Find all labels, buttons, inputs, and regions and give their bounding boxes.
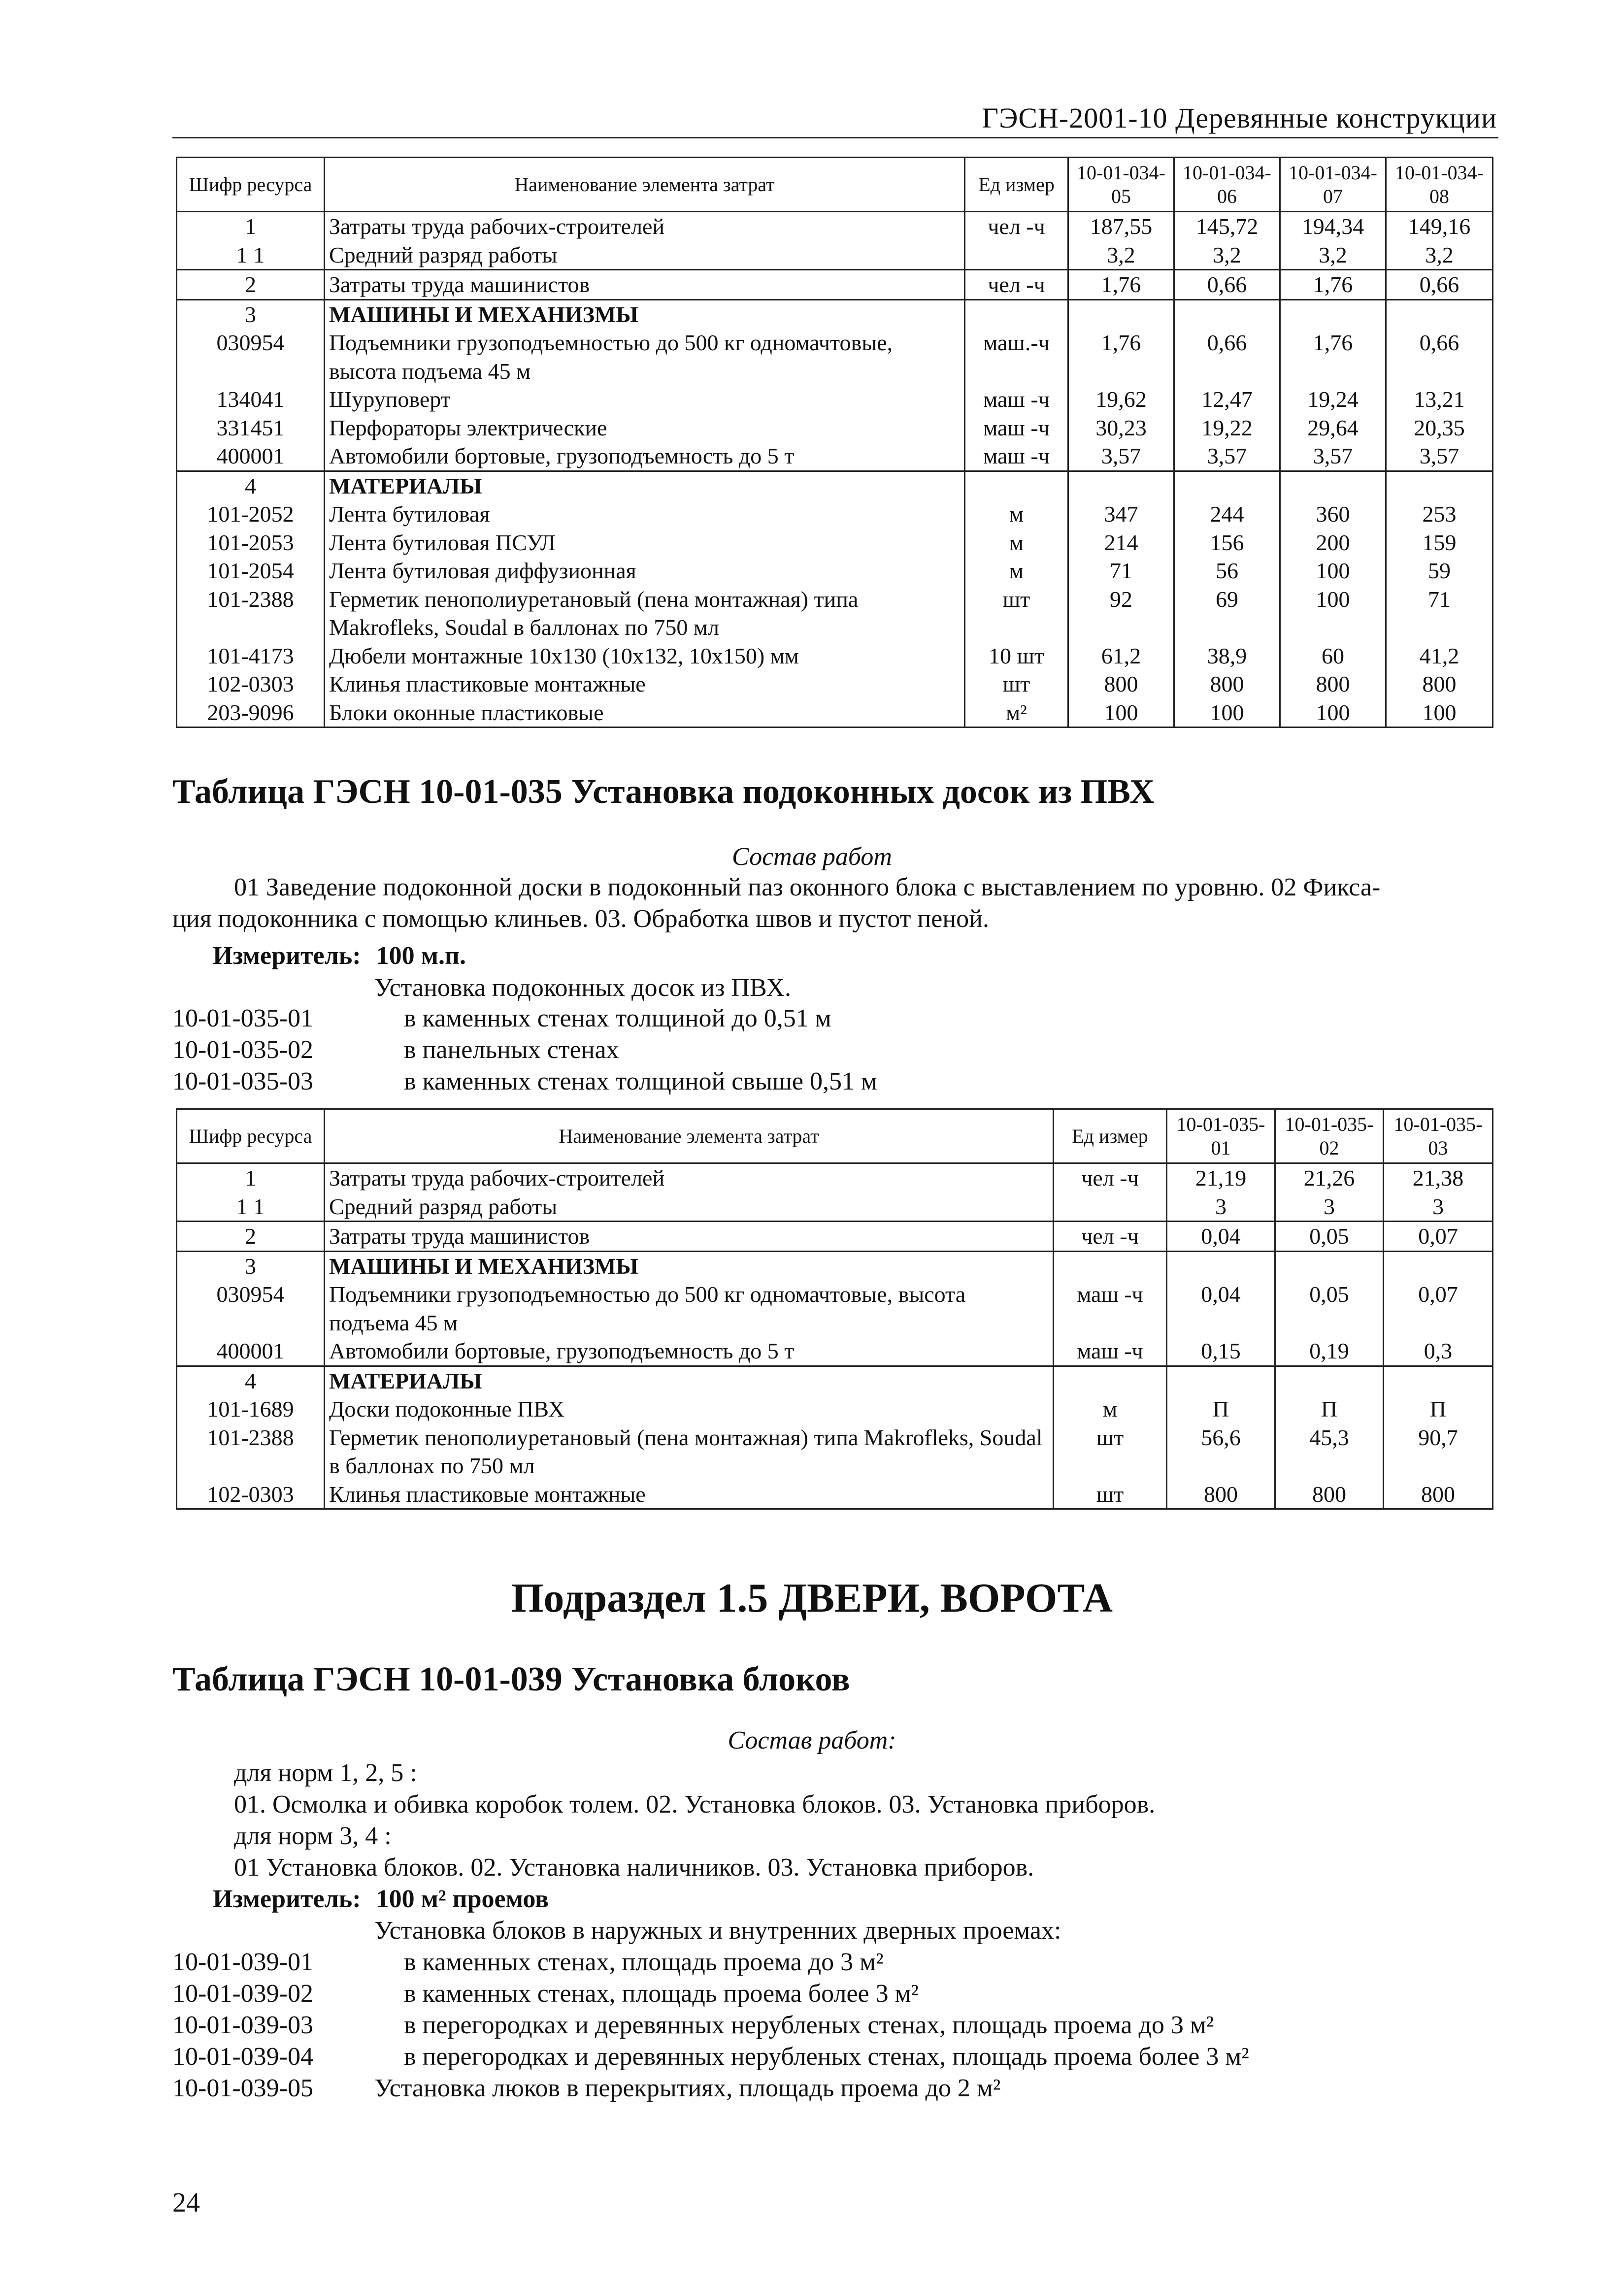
- cell-unit: м²: [965, 698, 1068, 728]
- cell-value: [1275, 1251, 1384, 1280]
- column-header: 10-01-034-06: [1174, 158, 1280, 212]
- cell-value: 156: [1174, 529, 1280, 557]
- table-row: [177, 642, 1493, 670]
- cell-unit: м: [1054, 1395, 1167, 1423]
- cell-code: 400001: [177, 442, 325, 471]
- code-item: [172, 2010, 1249, 2041]
- table-row: [177, 500, 1493, 529]
- cell-value: 1,76: [1280, 270, 1386, 300]
- cell-code: 3: [177, 299, 325, 329]
- group-title-035: Установка подоконных досок из ПВХ.: [374, 974, 791, 1002]
- cell-name: Подъемники грузоподъемностью до 500 кг одномачтовые, высота подъема 45 м: [325, 1280, 1054, 1337]
- cell-name: МАШИНЫ И МЕХАНИЗМЫ: [325, 299, 965, 329]
- table-row: [177, 698, 1493, 728]
- code-item: [172, 2073, 1249, 2104]
- cell-unit: [1054, 1192, 1167, 1222]
- cell-value: 0,04: [1167, 1280, 1275, 1337]
- code-number: 10-01-039-02: [172, 1980, 313, 2008]
- cell-value: 21,26: [1275, 1163, 1384, 1192]
- cell-name: Перфораторы электрические: [325, 414, 965, 442]
- meter-value: 100 м² проемов: [376, 1885, 549, 1913]
- cell-value: 800: [1280, 670, 1386, 698]
- cell-value: [1384, 1366, 1493, 1395]
- cell-value: 69: [1174, 585, 1280, 642]
- cell-value: 100: [1386, 698, 1493, 728]
- cell-value: П: [1384, 1395, 1493, 1423]
- column-header: 10-01-034-07: [1280, 158, 1386, 212]
- cell-value: 800: [1384, 1480, 1493, 1509]
- cell-value: [1280, 471, 1386, 500]
- cell-unit: м: [965, 500, 1068, 529]
- table-row: [177, 270, 1493, 300]
- cell-value: 30,23: [1068, 414, 1174, 442]
- table-row: [177, 1163, 1493, 1192]
- resource-table-035: [176, 1108, 1493, 1510]
- cell-value: [1384, 1251, 1493, 1280]
- cell-name: Затраты труда рабочих-строителей: [325, 1163, 1054, 1192]
- cell-unit: чел -ч: [1054, 1222, 1167, 1252]
- cell-unit: [1054, 1366, 1167, 1395]
- table-row: [177, 1192, 1493, 1222]
- cell-value: 100: [1280, 557, 1386, 585]
- cell-unit: маш -ч: [1054, 1280, 1167, 1337]
- works-a: 01. Осмолка и обивка коробок толем. 02. Установка блоков. 03. Установка приборов.: [234, 1790, 1156, 1819]
- cell-code: 101-2054: [177, 557, 325, 585]
- code-number: 10-01-035-02: [172, 1036, 313, 1064]
- cell-name: Средний разряд работы: [325, 1192, 1054, 1222]
- cell-name: Автомобили бортовые, грузоподъемность до 5 т: [325, 1337, 1054, 1366]
- cell-name: Средний разряд работы: [325, 241, 965, 270]
- cell-name: МАШИНЫ И МЕХАНИЗМЫ: [325, 1251, 1054, 1280]
- code-item: [172, 1066, 877, 1097]
- cell-value: 100: [1280, 698, 1386, 728]
- cell-value: 145,72: [1174, 212, 1280, 241]
- cell-value: 1,76: [1280, 329, 1386, 385]
- table-row: [177, 414, 1493, 442]
- column-header: Наименование элемента затрат: [325, 158, 965, 212]
- table-row: [177, 1480, 1493, 1509]
- code-number: 10-01-039-04: [172, 2043, 313, 2071]
- cell-code: 030954: [177, 1280, 325, 1337]
- cell-value: 0,05: [1275, 1280, 1384, 1337]
- cell-code: 2: [177, 270, 325, 300]
- cell-value: 92: [1068, 585, 1174, 642]
- code-item: [172, 2041, 1249, 2073]
- column-header: 10-01-034-05: [1068, 158, 1174, 212]
- cell-value: 100: [1280, 585, 1386, 642]
- table-row: [177, 442, 1493, 471]
- norms-b: для норм 3, 4 :: [234, 1822, 392, 1850]
- meter-035: [213, 940, 466, 972]
- composition-line-2: ция подоконника с помощью клиньев. 03. Обработка швов и пустот пеной.: [172, 905, 989, 933]
- cell-unit: м: [965, 557, 1068, 585]
- cell-code: 400001: [177, 1337, 325, 1366]
- meter-039: [213, 1884, 549, 1915]
- column-header: Ед измер: [1054, 1109, 1167, 1163]
- cell-value: 38,9: [1174, 642, 1280, 670]
- cell-value: 60: [1280, 642, 1386, 670]
- table-row: [177, 1251, 1493, 1280]
- cell-name: Лента бутиловая диффузионная: [325, 557, 965, 585]
- composition-line-1: 01 Заведение подоконной доски в подоконный паз оконного блока с выставлением по уровню. 02 Фикса-: [234, 873, 1381, 901]
- cell-value: 3,2: [1280, 241, 1386, 270]
- cell-value: 3,57: [1174, 442, 1280, 471]
- cell-value: 21,19: [1167, 1163, 1275, 1192]
- cell-value: П: [1167, 1395, 1275, 1423]
- cell-value: 0,66: [1174, 329, 1280, 385]
- cell-name: Лента бутиловая ПСУЛ: [325, 529, 965, 557]
- cell-code: 4: [177, 471, 325, 500]
- cell-unit: маш -ч: [1054, 1337, 1167, 1366]
- cell-value: 56,6: [1167, 1423, 1275, 1480]
- cell-code: 1 1: [177, 1192, 325, 1222]
- cell-value: 244: [1174, 500, 1280, 529]
- cell-value: [1174, 299, 1280, 329]
- cell-value: 90,7: [1384, 1423, 1493, 1480]
- table-row: [177, 299, 1493, 329]
- table-039-title: Таблица ГЭСН 10-01-039 Установка блоков: [172, 1660, 850, 1698]
- code-description: Установка люков в перекрытиях, площадь проема до 2 м²: [374, 2074, 1001, 2102]
- cell-unit: [965, 299, 1068, 329]
- cell-value: 61,2: [1068, 642, 1174, 670]
- cell-value: 800: [1174, 670, 1280, 698]
- table-row: [177, 385, 1493, 414]
- cell-value: 0,19: [1275, 1337, 1384, 1366]
- code-description: в перегородках и деревянных нерубленых стенах, площадь проема до 3 м²: [404, 2011, 1214, 2039]
- table-row: [177, 329, 1493, 385]
- cell-unit: шт: [965, 585, 1068, 642]
- cell-code: 102-0303: [177, 1480, 325, 1509]
- column-header: 10-01-035-03: [1384, 1109, 1493, 1163]
- cell-value: [1275, 1366, 1384, 1395]
- table-row: [177, 1337, 1493, 1366]
- cell-value: 19,22: [1174, 414, 1280, 442]
- cell-code: 203-9096: [177, 698, 325, 728]
- header-rule: [172, 137, 1498, 138]
- column-header: 10-01-035-02: [1275, 1109, 1384, 1163]
- meter-label: Измеритель:: [213, 1885, 361, 1913]
- cell-name: Блоки оконные пластиковые: [325, 698, 965, 728]
- cell-unit: шт: [965, 670, 1068, 698]
- code-description: в каменных стенах толщиной до 0,51 м: [404, 1004, 831, 1032]
- cell-code: 1: [177, 212, 325, 241]
- cell-value: [1068, 471, 1174, 500]
- table-035-title: Таблица ГЭСН 10-01-035 Установка подоконных досок из ПВХ: [172, 773, 1155, 811]
- code-item: [172, 1034, 877, 1066]
- cell-value: 0,07: [1384, 1222, 1493, 1252]
- cell-value: [1280, 299, 1386, 329]
- composition-text-035: [172, 872, 1497, 935]
- code-description: в каменных стенах толщиной свыше 0,51 м: [404, 1067, 877, 1095]
- cell-value: 12,47: [1174, 385, 1280, 414]
- cell-code: 1: [177, 1163, 325, 1192]
- cell-unit: 10 шт: [965, 642, 1068, 670]
- running-header: ГЭСН-2001-10 Деревянные конструкции: [982, 102, 1497, 134]
- code-number: 10-01-039-01: [172, 1948, 313, 1976]
- code-description: в каменных стенах, площадь проема более 3 м²: [404, 1980, 919, 2008]
- column-header: Шифр ресурса: [177, 158, 325, 212]
- composition-heading-035: Состав работ: [732, 843, 892, 871]
- cell-value: 3,2: [1174, 241, 1280, 270]
- cell-unit: чел -ч: [965, 270, 1068, 300]
- table-row: [177, 471, 1493, 500]
- column-header: 10-01-034-08: [1386, 158, 1493, 212]
- cell-value: 0,66: [1386, 270, 1493, 300]
- cell-name: МАТЕРИАЛЫ: [325, 471, 965, 500]
- cell-name: Герметик пенополиуретановый (пена монтажная) типа Makrofleks, Soudal в баллонах по 750 мл: [325, 1423, 1054, 1480]
- norms-a: для норм 1, 2, 5 :: [234, 1759, 417, 1787]
- cell-value: 20,35: [1386, 414, 1493, 442]
- meter-value: 100 м.п.: [376, 942, 466, 970]
- table-row: [177, 1222, 1493, 1252]
- cell-value: 800: [1386, 670, 1493, 698]
- cell-value: 200: [1280, 529, 1386, 557]
- meter-label: Измеритель:: [213, 942, 361, 970]
- table-row: [177, 557, 1493, 585]
- cell-value: 800: [1068, 670, 1174, 698]
- cell-code: 101-2388: [177, 1423, 325, 1480]
- table-row: [177, 241, 1493, 270]
- cell-value: 194,34: [1280, 212, 1386, 241]
- cell-value: 71: [1068, 557, 1174, 585]
- code-description: в панельных стенах: [404, 1036, 619, 1064]
- table-row: [177, 670, 1493, 698]
- cell-value: 159: [1386, 529, 1493, 557]
- cell-code: 134041: [177, 385, 325, 414]
- cell-value: 3,57: [1280, 442, 1386, 471]
- cell-unit: маш.-ч: [965, 329, 1068, 385]
- cell-name: МАТЕРИАЛЫ: [325, 1366, 1054, 1395]
- cell-name: Лента бутиловая: [325, 500, 965, 529]
- cell-value: 13,21: [1386, 385, 1493, 414]
- cell-value: 0,66: [1386, 329, 1493, 385]
- subsection-title: Подраздел 1.5 ДВЕРИ, ВОРОТА: [511, 1575, 1113, 1621]
- cell-value: 0,04: [1167, 1222, 1275, 1252]
- cell-value: 253: [1386, 500, 1493, 529]
- cell-value: 71: [1386, 585, 1493, 642]
- cell-value: 0,15: [1167, 1337, 1275, 1366]
- cell-value: [1068, 299, 1174, 329]
- composition-heading-039: Состав работ:: [728, 1726, 896, 1754]
- cell-code: 102-0303: [177, 670, 325, 698]
- code-number: 10-01-035-03: [172, 1067, 313, 1095]
- cell-value: 0,05: [1275, 1222, 1384, 1252]
- cell-value: 3: [1167, 1192, 1275, 1222]
- table-row: [177, 212, 1493, 241]
- cell-name: Шуруповерт: [325, 385, 965, 414]
- code-number: 10-01-039-03: [172, 2011, 313, 2039]
- cell-name: Доски подоконные ПВХ: [325, 1395, 1054, 1423]
- cell-value: 1,76: [1068, 329, 1174, 385]
- code-description: в перегородках и деревянных нерубленых стенах, площадь проема более 3 м²: [404, 2043, 1249, 2071]
- column-header: Шифр ресурса: [177, 1109, 325, 1163]
- cell-unit: маш -ч: [965, 385, 1068, 414]
- cell-value: 800: [1167, 1480, 1275, 1509]
- cell-code: 101-4173: [177, 642, 325, 670]
- cell-value: 3: [1275, 1192, 1384, 1222]
- cell-value: [1167, 1366, 1275, 1395]
- cell-value: 45,3: [1275, 1423, 1384, 1480]
- cell-value: 0,3: [1384, 1337, 1493, 1366]
- cell-unit: чел -ч: [965, 212, 1068, 241]
- cell-value: 149,16: [1386, 212, 1493, 241]
- cell-value: 41,2: [1386, 642, 1493, 670]
- works-b: 01 Установка блоков. 02. Установка наличников. 03. Установка приборов.: [234, 1853, 1034, 1882]
- cell-name: Затраты труда машинистов: [325, 270, 965, 300]
- cell-value: 347: [1068, 500, 1174, 529]
- cell-value: 19,24: [1280, 385, 1386, 414]
- table-row: [177, 529, 1493, 557]
- resource-table-034: [176, 157, 1493, 728]
- cell-unit: [965, 241, 1068, 270]
- cell-name: Затраты труда машинистов: [325, 1222, 1054, 1252]
- cell-name: Затраты труда рабочих-строителей: [325, 212, 965, 241]
- cell-name: Герметик пенополиуретановый (пена монтажная) типа Makrofleks, Soudal в баллонах по 750 мл: [325, 585, 965, 642]
- cell-value: [1174, 471, 1280, 500]
- cell-value: 360: [1280, 500, 1386, 529]
- code-item: [172, 1003, 877, 1034]
- cell-code: 3: [177, 1251, 325, 1280]
- cell-code: 101-2053: [177, 529, 325, 557]
- table-row: [177, 1423, 1493, 1480]
- cell-value: 0,66: [1174, 270, 1280, 300]
- table-row: [177, 1366, 1493, 1395]
- cell-value: 3,2: [1386, 241, 1493, 270]
- code-number: 10-01-039-05: [172, 2074, 313, 2102]
- cell-name: Клинья пластиковые монтажные: [325, 1480, 1054, 1509]
- code-list-039: [172, 1947, 1249, 2104]
- cell-value: 800: [1275, 1480, 1384, 1509]
- cell-name: Подъемники грузоподъемностью до 500 кг одномачтовые, высота подъема 45 м: [325, 329, 965, 385]
- cell-name: Автомобили бортовые, грузоподъемность до 5 т: [325, 442, 965, 471]
- cell-code: 101-2388: [177, 585, 325, 642]
- code-item: [172, 1978, 1249, 2010]
- cell-unit: маш -ч: [965, 414, 1068, 442]
- cell-value: 100: [1174, 698, 1280, 728]
- cell-unit: маш -ч: [965, 442, 1068, 471]
- cell-code: 1 1: [177, 241, 325, 270]
- code-list-035: [172, 1003, 877, 1097]
- cell-value: 3,2: [1068, 241, 1174, 270]
- cell-value: [1386, 471, 1493, 500]
- cell-value: 187,55: [1068, 212, 1174, 241]
- cell-value: 29,64: [1280, 414, 1386, 442]
- cell-code: 4: [177, 1366, 325, 1395]
- cell-unit: [965, 471, 1068, 500]
- cell-name: Клинья пластиковые монтажные: [325, 670, 965, 698]
- table-row: [177, 1395, 1493, 1423]
- cell-value: 100: [1068, 698, 1174, 728]
- cell-unit: чел -ч: [1054, 1163, 1167, 1192]
- cell-value: 59: [1386, 557, 1493, 585]
- cell-value: 0,07: [1384, 1280, 1493, 1337]
- cell-code: 2: [177, 1222, 325, 1252]
- group-title-039: Установка блоков в наружных и внутренних дверных проемах:: [374, 1917, 1061, 1945]
- cell-value: 214: [1068, 529, 1174, 557]
- cell-value: 3,57: [1068, 442, 1174, 471]
- cell-value: 3: [1384, 1192, 1493, 1222]
- cell-value: 19,62: [1068, 385, 1174, 414]
- cell-unit: шт: [1054, 1423, 1167, 1480]
- code-description: в каменных стенах, площадь проема до 3 м²: [404, 1948, 884, 1976]
- cell-name: Дюбели монтажные 10х130 (10х132, 10х150) мм: [325, 642, 965, 670]
- cell-value: [1386, 299, 1493, 329]
- table-row: [177, 1280, 1493, 1337]
- cell-unit: [1054, 1251, 1167, 1280]
- code-item: [172, 1947, 1249, 1978]
- cell-value: 3,57: [1386, 442, 1493, 471]
- column-header: Ед измер: [965, 158, 1068, 212]
- cell-value: П: [1275, 1395, 1384, 1423]
- cell-code: 331451: [177, 414, 325, 442]
- column-header: 10-01-035-01: [1167, 1109, 1275, 1163]
- cell-value: 56: [1174, 557, 1280, 585]
- cell-value: [1167, 1251, 1275, 1280]
- cell-code: 101-2052: [177, 500, 325, 529]
- cell-value: 1,76: [1068, 270, 1174, 300]
- cell-code: 101-1689: [177, 1395, 325, 1423]
- table-row: [177, 585, 1493, 642]
- cell-unit: шт: [1054, 1480, 1167, 1509]
- cell-code: 030954: [177, 329, 325, 385]
- cell-unit: м: [965, 529, 1068, 557]
- code-number: 10-01-035-01: [172, 1004, 313, 1032]
- column-header: Наименование элемента затрат: [325, 1109, 1054, 1163]
- page-number: 24: [172, 2187, 200, 2218]
- cell-value: 21,38: [1384, 1163, 1493, 1192]
